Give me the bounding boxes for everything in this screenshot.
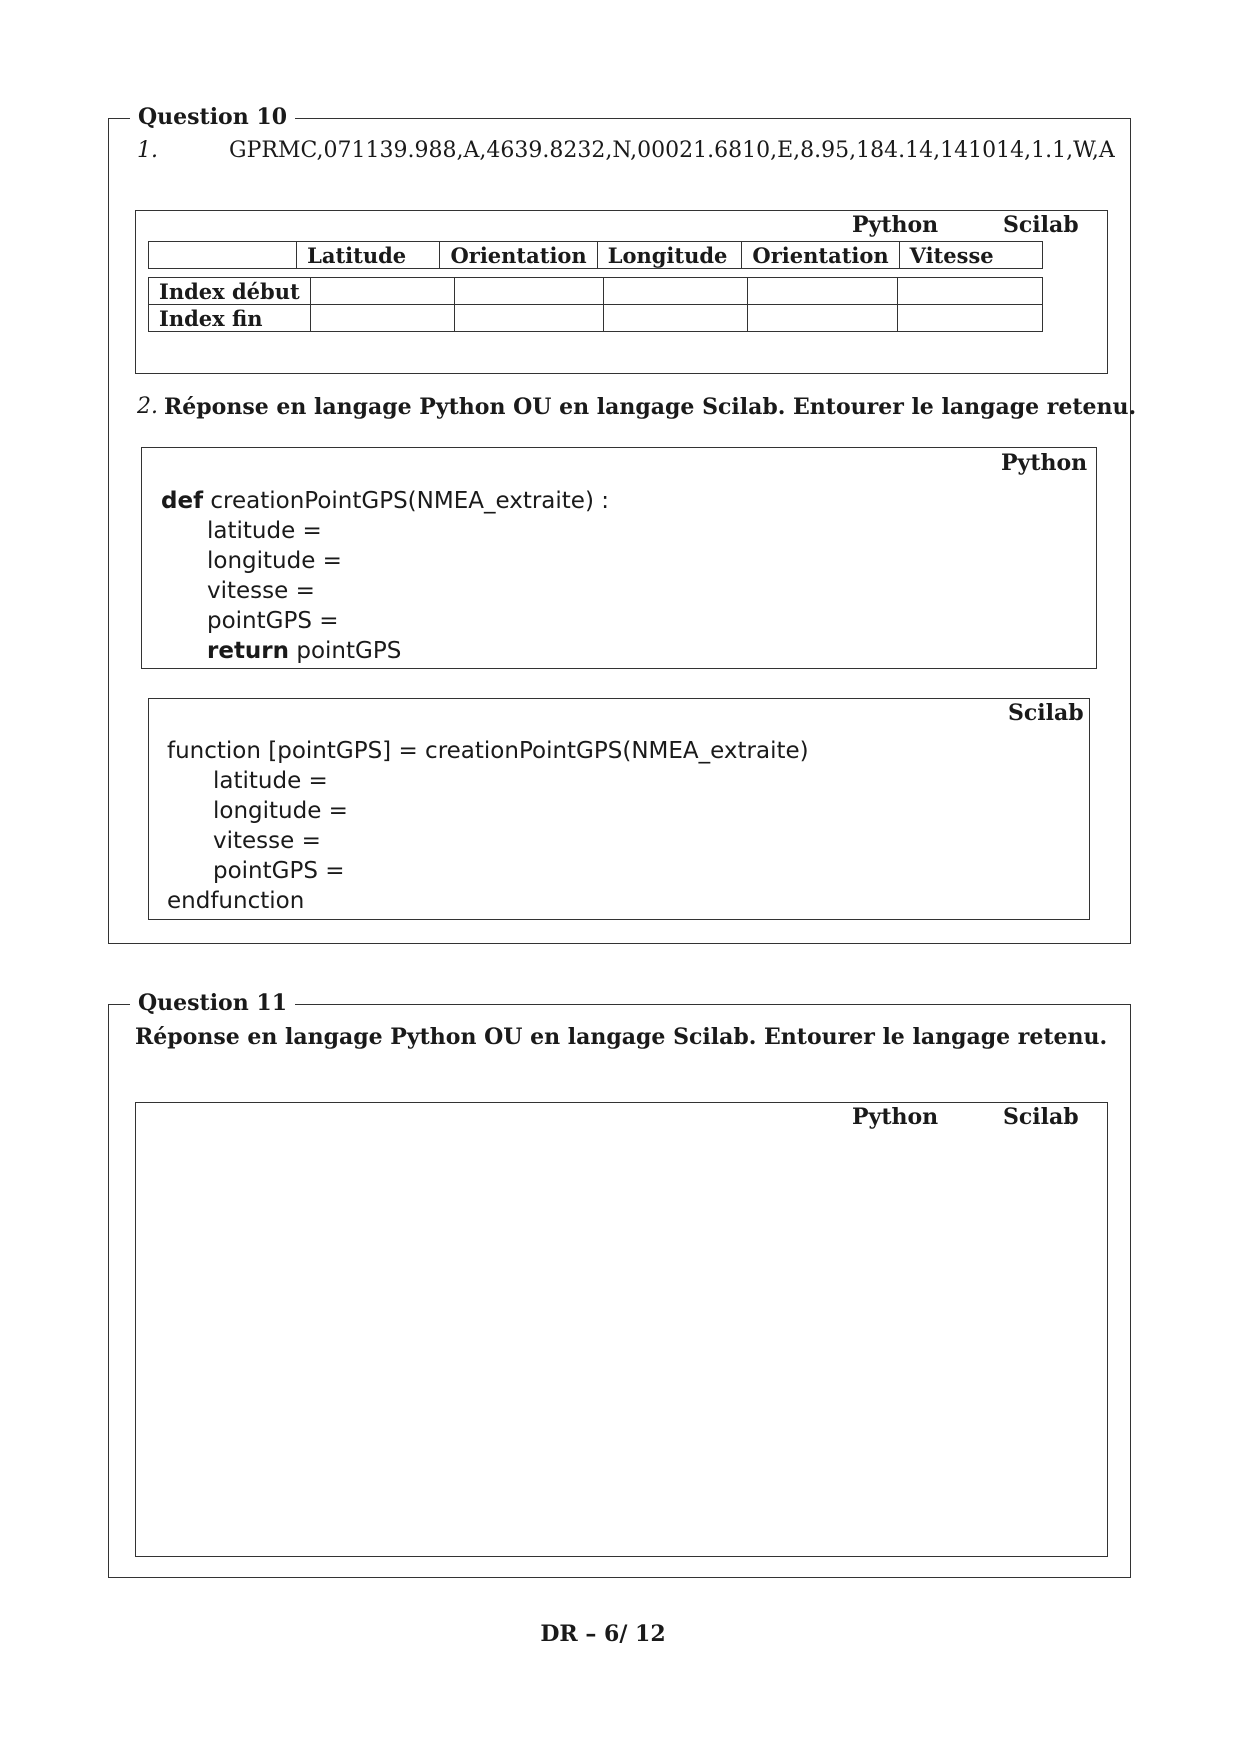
answer-cell[interactable] (604, 305, 748, 332)
python-code (161, 486, 609, 666)
index-table-header (148, 241, 1043, 269)
scilab-line-latitude: latitude = (213, 768, 328, 794)
header-longitude: Longitude (597, 242, 742, 269)
answer-cell[interactable] (748, 278, 898, 305)
scilab-line-vitesse: vitesse = (213, 828, 321, 854)
answer-cell[interactable] (454, 305, 604, 332)
scilab-line-pointgps: pointGPS = (213, 858, 345, 884)
answer-cell[interactable] (604, 278, 748, 305)
python-signature: creationPointGPS(NMEA_extraite) : (203, 488, 609, 514)
q11-scilab-choice[interactable]: Scilab (1003, 1104, 1079, 1130)
question-10-title: Question 10 (130, 104, 295, 130)
answer-cell[interactable] (898, 305, 1043, 332)
part-2-number: 2. (137, 394, 158, 419)
question-11-answer-box[interactable] (135, 1102, 1108, 1557)
scilab-code (167, 736, 809, 916)
scilab-endfunction: endfunction (167, 888, 305, 914)
q11-python-choice[interactable]: Python (852, 1104, 939, 1130)
python-line-latitude: latitude = (207, 518, 322, 544)
page-footer: DR – 6/ 12 (540, 1621, 666, 1647)
python-code-label: Python (1001, 450, 1088, 476)
nmea-sentence: GPRMC,071139.988,A,4639.8232,N,00021.6810,E,8.95,184.14,141014,1.1,W,A (229, 138, 1115, 163)
python-line-longitude: longitude = (207, 548, 342, 574)
answer-cell[interactable] (454, 278, 604, 305)
python-return-value: pointGPS (289, 638, 402, 664)
table-row (149, 278, 1043, 305)
answer-cell[interactable] (310, 305, 454, 332)
keyword-def: def (161, 488, 204, 514)
index-table-body (148, 277, 1043, 332)
scilab-line-longitude: longitude = (213, 798, 348, 824)
header-latitude: Latitude (297, 242, 440, 269)
answer-cell[interactable] (898, 278, 1043, 305)
keyword-return: return (207, 638, 290, 664)
header-vitesse: Vitesse (899, 242, 1042, 269)
scilab-code-label: Scilab (1008, 700, 1084, 726)
python-line-pointgps: pointGPS = (207, 608, 339, 634)
answer-cell[interactable] (310, 278, 454, 305)
scilab-signature: function [pointGPS] = creationPointGPS(NMEA_extraite) (167, 738, 809, 764)
table-row (149, 305, 1043, 332)
row-label-index-debut: Index début (149, 278, 311, 305)
question-11-instruction: Réponse en langage Python OU en langage Scilab. Entourer le langage retenu. (135, 1024, 1108, 1050)
header-orientation-lat: Orientation (440, 242, 597, 269)
row-label-index-fin: Index fin (149, 305, 311, 332)
answer-cell[interactable] (748, 305, 898, 332)
part-1-number: 1. (137, 138, 158, 163)
part-2-instruction: Réponse en langage Python OU en langage Scilab. Entourer le langage retenu. (164, 394, 1137, 420)
python-choice[interactable]: Python (852, 212, 939, 238)
scilab-choice[interactable]: Scilab (1003, 212, 1079, 238)
question-11-title: Question 11 (130, 990, 295, 1016)
header-orientation-lon: Orientation (742, 242, 899, 269)
header-cell-empty (149, 242, 297, 269)
python-line-vitesse: vitesse = (207, 578, 315, 604)
